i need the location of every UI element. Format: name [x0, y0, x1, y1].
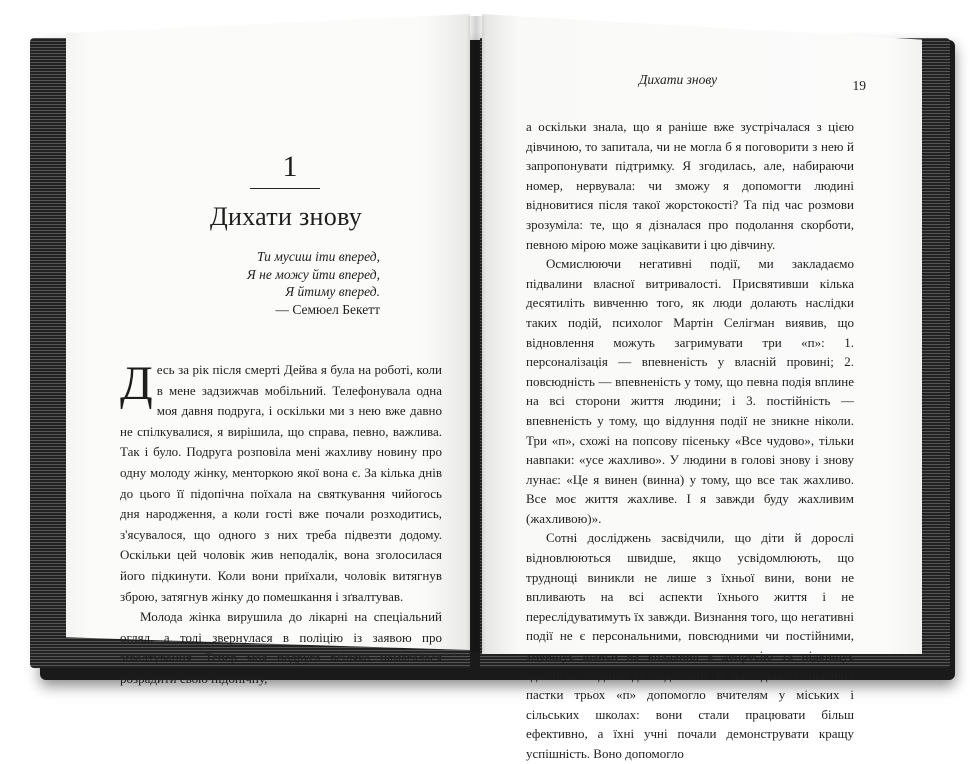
- epigraph: [180, 248, 380, 318]
- left-page-body: [120, 357, 442, 690]
- epigraph-author: — Семюел Бекетт: [275, 301, 380, 317]
- epigraph-line: Ти мусиш іти вперед,: [256, 249, 380, 264]
- paragraph: [120, 357, 442, 607]
- right-page-body: [526, 117, 854, 764]
- page-number: 19: [852, 78, 866, 93]
- paragraph-text: есь за рік після смерті Дейва я була на роботі, коли в мене задзижчав мобільний. Телефонувала одна моя давня подруга, і оскільки ми з нею вже давно не спілкувалися, я вирішила, що справа, певно, важлива. Так і було. Подруга розповіла мені жахливу новину про одну молоду жінку, менторкою якої вона є. За кілька днів до цього її підопічна поїхала на святкування чийогось дня народження, а коли гості вже почали розходитись, з'ясувалося, що одного з них треба підвезти додому. Оскільки цей чоловік жив неподалік, вона зголосилася його підкинути. Коли вони приїхали, чоловік витягнув зброю, затягнув жінку до помешкання і зґвалтував.: [120, 362, 442, 604]
- book-gutter: [466, 16, 486, 652]
- paragraph: Осмислюючи негативні події, ми закладаємо підвалини власної витривалості. Присвятивши кілька десятиліть вивченню того, як люди долають наслідки таких подій, психолог Мартін Селігман виявив, що відновлення можуть загримувати три «п»: 1. персоналізація — впевненість у власній провині; 2. повсюдність — впевненість у тому, що певна подія вплине на всі сторони життя людини; і 3. постійність — впевненість у тому, що відлуння події не зникне ніколи. Три «п», схожі на попсову пісеньку «Все чудово», тільки навпаки: «усе жахливо». У людини в голові знову і знову лунає: «Це я винен (винна) у тому, що все так жахливо. Все моє життя жахливе. І я завжди буду жахливим (жахливою)».: [526, 256, 854, 526]
- paragraph: а оскільки знала, що я раніше вже зустрічалася з цією дівчиною, то запитала, чи не могла б я поговорити з нею й запропонувати підтримку. Я згодилась, але, набираючи номер, нервувала: чи зможу я допомогти людині відновитися після такої жорстокості? Та під час розмови зрозуміла: те, що я дізналася про подолання скорботи, певною мірою може зацікавити і цю дівчину.: [526, 119, 854, 252]
- running-head: Дихати знову: [638, 72, 718, 87]
- chapter-number: 1: [282, 150, 298, 183]
- paragraph: Молода жінка вирушила до лікарні на спеціальний огляд, а тоді звернулася в поліцію із заявою про зґвалтування. Тепер моя подруга всіляко намагалася розрадити свою підопічну,: [120, 609, 442, 686]
- paragraph: Сотні досліджень засвідчили, що діти й дорослі відновлюються швидше, якщо усвідомлюють, що труднощі виникли не лише з їхньої вини, вони не впливають на всі аспекти їхнього життя і не переслідуватимуть їх завжди. Визнання того, що негативні події не є персональними, повсюдними чи постійними, зменшує шанси на впадання в депресію та підвищує здатність людини до подолання їх наслідків. Уникнення пастки трьох «п» допомогло вчителям у міських і сільських школах: вони стали працювати більш ефективно, а їхні учні почали демонструвати кращу успішність. Воно допомогло: [526, 530, 854, 761]
- chapter-rule: [250, 188, 320, 189]
- drop-cap: Д: [120, 357, 153, 410]
- epigraph-line: Я йтиму вперед.: [285, 284, 380, 299]
- epigraph-line: Я не можу йти вперед,: [246, 266, 380, 282]
- chapter-title: Дихати знову: [209, 202, 363, 231]
